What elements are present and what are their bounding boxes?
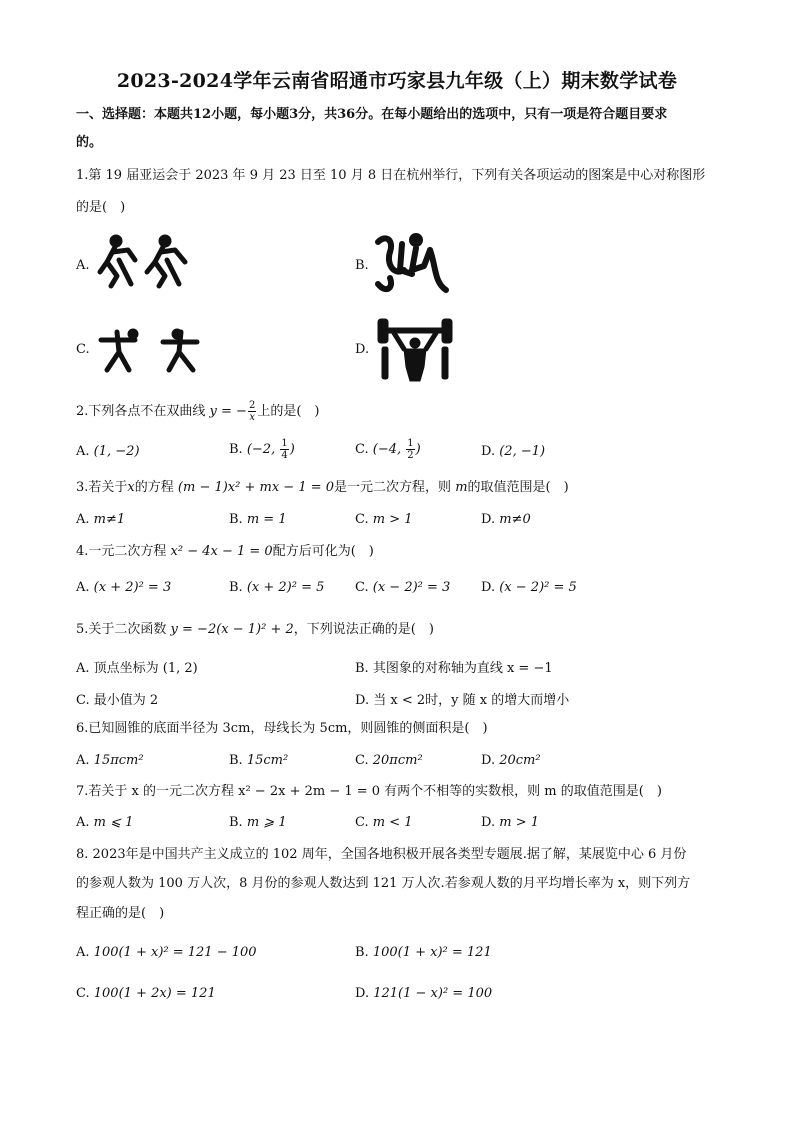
q5-stem-suffix: ，下列说法正确的是( ) (293, 622, 434, 637)
q2-stem-fraction (248, 400, 256, 423)
q2-stem-math: y = − (209, 404, 247, 419)
q2-option-a-label: A. (76, 444, 90, 459)
q6-option-a-label: A. (76, 753, 90, 768)
q8-option-b-text: 100(1 + x)² = 121 (372, 945, 492, 960)
q5-option-c-label: C. (76, 693, 90, 708)
q6-option-a-text: 15πcm² (93, 753, 144, 768)
q4-option-b-label: B. (229, 580, 243, 595)
q8-option-c-label: C. (76, 986, 90, 1001)
q1-stem-line2: 的是( ) (76, 200, 126, 215)
q6-stem: 6.已知圆锥的底面半径为 3cm，母线长为 5cm，则圆锥的侧面积是( ) (76, 721, 488, 736)
q2-option-c-post: ) (415, 442, 421, 457)
q5-option-b (355, 657, 553, 676)
q5-stem (76, 622, 434, 638)
q2-stem-suffix: 上的是( ) (257, 404, 320, 419)
q3-option-d-label: D. (481, 512, 496, 527)
q3-option-c (355, 512, 413, 527)
q2-option-b-post: ) (289, 442, 295, 457)
q6-option-d-text: 20cm² (499, 753, 541, 768)
two-wrestlers-icon (97, 326, 212, 374)
q3-option-c-text: m > 1 (372, 512, 413, 527)
q5-stem-prefix: 5.关于二次函数 (76, 622, 167, 637)
q6-option-d-label: D. (481, 753, 496, 768)
q7-option-d-text: m > 1 (499, 815, 539, 830)
q3-option-a-label: A. (76, 512, 90, 527)
weightlifter-icon (374, 315, 456, 383)
q4-option-a-label: A. (76, 580, 90, 595)
q4-option-d (481, 580, 577, 595)
q6-option-c-label: C. (355, 753, 369, 768)
q3-stem-math: (m − 1)x² + mx − 1 = 0 (177, 480, 335, 495)
q3-option-a-text: m≠1 (93, 512, 126, 527)
q3-option-b-text: m = 1 (246, 512, 287, 527)
q2-option-b-fraction (280, 438, 288, 461)
q7-stem: 7.若关于 x 的一元二次方程 x² − 2x + 2m − 1 = 0 有两个不相等的实数根，则 m 的取值范围是( ) (76, 784, 662, 799)
q2-stem-prefix: 2.下列各点不在双曲线 (76, 404, 206, 419)
swirl-pattern-icon (372, 230, 452, 300)
q2-option-c-frac-num: 1 (407, 438, 414, 449)
q7-option-a-label: A. (76, 815, 90, 830)
q8-option-c (76, 986, 216, 1001)
q2-option-c (355, 438, 421, 461)
q2-option-b-frac-num: 1 (281, 438, 288, 449)
q3-stem-end: 的取值范围是( ) (467, 480, 569, 495)
q6-option-b (229, 753, 288, 768)
q3-option-c-label: C. (355, 512, 369, 527)
section-heading-line1: 一、选择题：本题共12小题，每小题3分，共36分。在每小题给出的选项中，只有一项是符合题目要求 (76, 107, 668, 122)
q4-option-b-text: (x + 2)² = 5 (246, 580, 325, 595)
q5-option-d-text: 当 x < 2时，y 随 x 的增大而增小 (373, 693, 570, 708)
q8-stem-line1: 8. 2023年是中国共产主义成立的 102 周年，全国各地积极开展各类型专题展.据了解，某展览中心 6 月份 (76, 847, 687, 862)
q7-option-d-label: D. (481, 815, 496, 830)
q5-option-a-label: A. (76, 661, 90, 676)
q2-option-a (76, 444, 140, 459)
q8-option-a-text: 100(1 + x)² = 121 − 100 (93, 945, 257, 960)
q3-stem-suffix: 是一元二次方程，则 (334, 480, 452, 495)
q8-option-d-label: D. (355, 986, 370, 1001)
q3-stem (76, 480, 569, 496)
q5-option-b-label: B. (355, 661, 369, 676)
q7-option-a (76, 815, 133, 830)
q2-option-c-frac-den: 2 (407, 450, 414, 461)
q7-option-b (229, 815, 287, 830)
q7-option-b-label: B. (229, 815, 243, 830)
q2-option-b (229, 438, 295, 461)
q5-option-d-label: D. (355, 693, 370, 708)
q2-frac-den: x (249, 412, 255, 423)
q4-option-c-label: C. (355, 580, 369, 595)
q2-option-c-fraction (406, 438, 414, 461)
q6-option-d (481, 753, 541, 768)
q4-stem-suffix: 配方后可化为( ) (272, 544, 374, 559)
q3-option-d (481, 512, 531, 527)
q3-stem-mid: 的方程 (134, 480, 174, 495)
q5-stem-math: y = −2(x − 1)² + 2 (170, 622, 294, 637)
q4-option-b (229, 580, 324, 595)
q5-option-a (76, 657, 198, 676)
q5-option-a-text: 顶点坐标为 (1, 2) (93, 661, 198, 676)
q5-option-c (76, 689, 158, 708)
q2-option-b-frac-den: 4 (281, 450, 288, 461)
q6-option-c-text: 20πcm² (372, 753, 423, 768)
q2-frac-num: 2 (248, 400, 256, 411)
q2-option-b-label: B. (229, 442, 243, 457)
q1-option-d-label: D. (355, 342, 370, 357)
q4-option-d-text: (x − 2)² = 5 (499, 580, 577, 595)
q4-stem-math: x² − 4x − 1 = 0 (170, 544, 273, 559)
q8-option-c-text: 100(1 + 2x) = 121 (93, 986, 216, 1001)
q7-option-c-text: m < 1 (372, 815, 413, 830)
q4-stem (76, 544, 374, 560)
q3-option-b-label: B. (229, 512, 243, 527)
q2-option-d-label: D. (481, 444, 496, 459)
q3-option-d-text: m≠0 (499, 512, 531, 527)
q8-option-b (355, 945, 492, 960)
q7-option-d (481, 815, 539, 830)
two-athletes-fencing-icon (95, 232, 195, 290)
q8-option-a-label: A. (76, 945, 90, 960)
q4-option-a (76, 580, 171, 595)
q8-stem-line2: 的参观人数为 100 万人次，8 月份的参观人数达到 121 万人次.若参观人数的月平均增长率为 x，则下列方 (76, 876, 691, 891)
q3-stem-var2: m (455, 480, 468, 495)
q5-option-c-text: 最小值为 2 (93, 693, 159, 708)
q4-option-c-text: (x − 2)² = 3 (372, 580, 451, 595)
q1-option-c-label: C. (76, 342, 90, 357)
section-heading-line2: 的。 (76, 135, 103, 150)
q6-option-b-label: B. (229, 753, 243, 768)
q4-option-a-text: (x + 2)² = 3 (93, 580, 172, 595)
q2-option-d (481, 444, 545, 459)
q4-stem-prefix: 4.一元二次方程 (76, 544, 167, 559)
q4-option-d-label: D. (481, 580, 496, 595)
q8-option-d (355, 986, 492, 1001)
q3-stem-prefix: 3.若关于 (76, 480, 128, 495)
q2-option-d-text: (2, −1) (499, 444, 546, 459)
q6-option-b-text: 15cm² (246, 753, 289, 768)
q2-option-b-pre: (−2, (246, 442, 280, 457)
q3-option-b (229, 512, 287, 527)
q7-option-a-text: m ⩽ 1 (93, 815, 134, 830)
q6-option-c (355, 753, 423, 768)
q2-option-a-text: (1, −2) (93, 444, 140, 459)
q8-option-a (76, 945, 257, 960)
q5-option-b-text: 其图象的对称轴为直线 x = −1 (372, 661, 553, 676)
q8-option-d-text: 121(1 − x)² = 100 (373, 986, 493, 1001)
q1-option-b-label: B. (355, 258, 369, 273)
q6-option-a (76, 753, 144, 768)
q1-stem-line1: 1.第 19 届亚运会于 2023 年 9 月 23 日至 10 月 8 日在杭州举行，下列有关各项运动的图案是中心对称图形 (76, 168, 706, 183)
q5-option-d (355, 689, 569, 708)
q8-stem-line3: 程正确的是( ) (76, 906, 165, 921)
q3-stem-var: x (127, 480, 135, 495)
q7-option-c (355, 815, 413, 830)
q1-option-a-label: A. (76, 258, 90, 273)
q3-option-a (76, 512, 125, 527)
q4-option-c (355, 580, 450, 595)
page-title: 2023-2024学年云南省昭通市巧家县九年级（上）期末数学试卷 (116, 70, 678, 92)
q2-option-c-pre: (−4, (372, 442, 406, 457)
q8-option-b-label: B. (355, 945, 369, 960)
q7-option-b-text: m ⩾ 1 (246, 815, 287, 830)
q2-stem (76, 400, 319, 423)
q7-option-c-label: C. (355, 815, 369, 830)
q2-option-c-label: C. (355, 442, 369, 457)
